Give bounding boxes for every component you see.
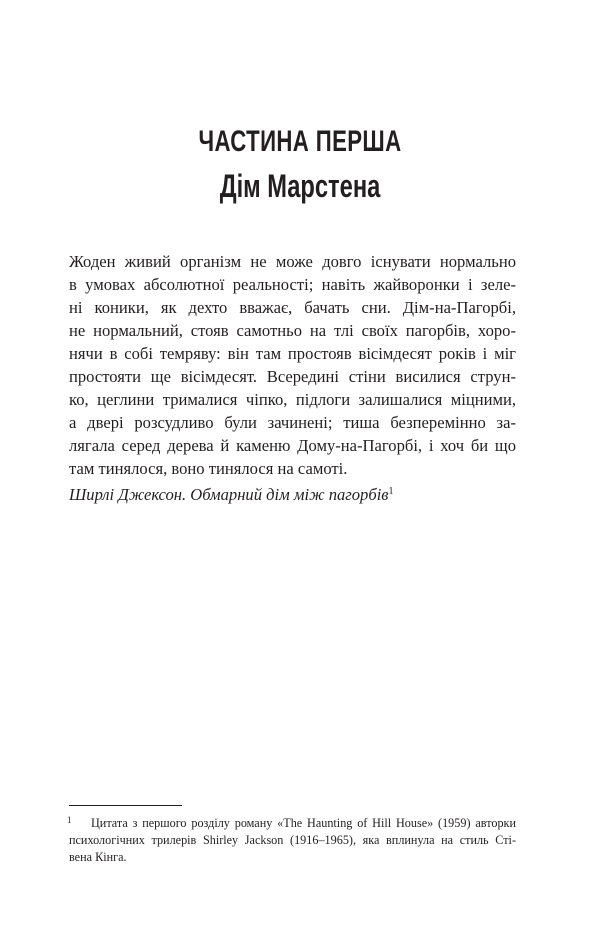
epigraph-attribution: [69, 480, 516, 506]
footnote-line: вена Кінга.: [69, 850, 127, 864]
attribution-text: Ширлі Джексон. Обмарний дім між пагорбів: [69, 485, 389, 504]
footnote-reference[interactable]: 1: [388, 486, 394, 497]
epigraph: [69, 250, 516, 506]
footnote: [69, 815, 516, 866]
epigraph-line: лягала серед дерева й каменю Дому-на-Пагорбі, і хоч би що: [69, 436, 516, 455]
epigraph-line: ні коники, як дехто вважає, бачать сни. Дім-на-Пагорбі,: [69, 298, 516, 317]
footnote-line: психологічних трилерів Shirley Jackson (1916–1965), яка вплинула на стиль Сті-: [69, 833, 516, 847]
epigraph-line: в умовах абсолютної реальності; навіть жайворонки і зеле-: [69, 275, 516, 294]
epigraph-line: нячи в собі темряву: він там простояв вісімдесят років і міг: [69, 344, 516, 363]
epigraph-line: не нормальний, стояв самотньо на тлі своїх пагорбів, хоро-: [69, 321, 516, 340]
footnote-line: Цитата з першого розділу роману «The Haunting of Hill House» (1959) авторки: [91, 816, 516, 830]
footnote-mark: 1: [67, 815, 72, 825]
epigraph-line: простояти ще вісімдесят. Всередині стіни висилися струн-: [69, 367, 516, 386]
epigraph-text: [69, 250, 516, 480]
epigraph-line: Жоден живий організм не може довго існувати нормально: [69, 252, 516, 271]
epigraph-line: там тинялося, воно тинялося на самоті.: [69, 459, 348, 478]
footnote-divider: [69, 805, 182, 806]
epigraph-line: ко, цеглини трималися чіпко, підлоги залишалися міцними,: [69, 390, 516, 409]
part-label: ЧАСТИНА ПЕРША: [198, 125, 402, 158]
footnote-text: [69, 815, 516, 866]
part-heading: [0, 120, 600, 208]
part-title: Дім Марстена: [219, 168, 381, 204]
epigraph-line: а двері розсудливо були зачинені; тиша безперемінно за-: [69, 413, 516, 432]
